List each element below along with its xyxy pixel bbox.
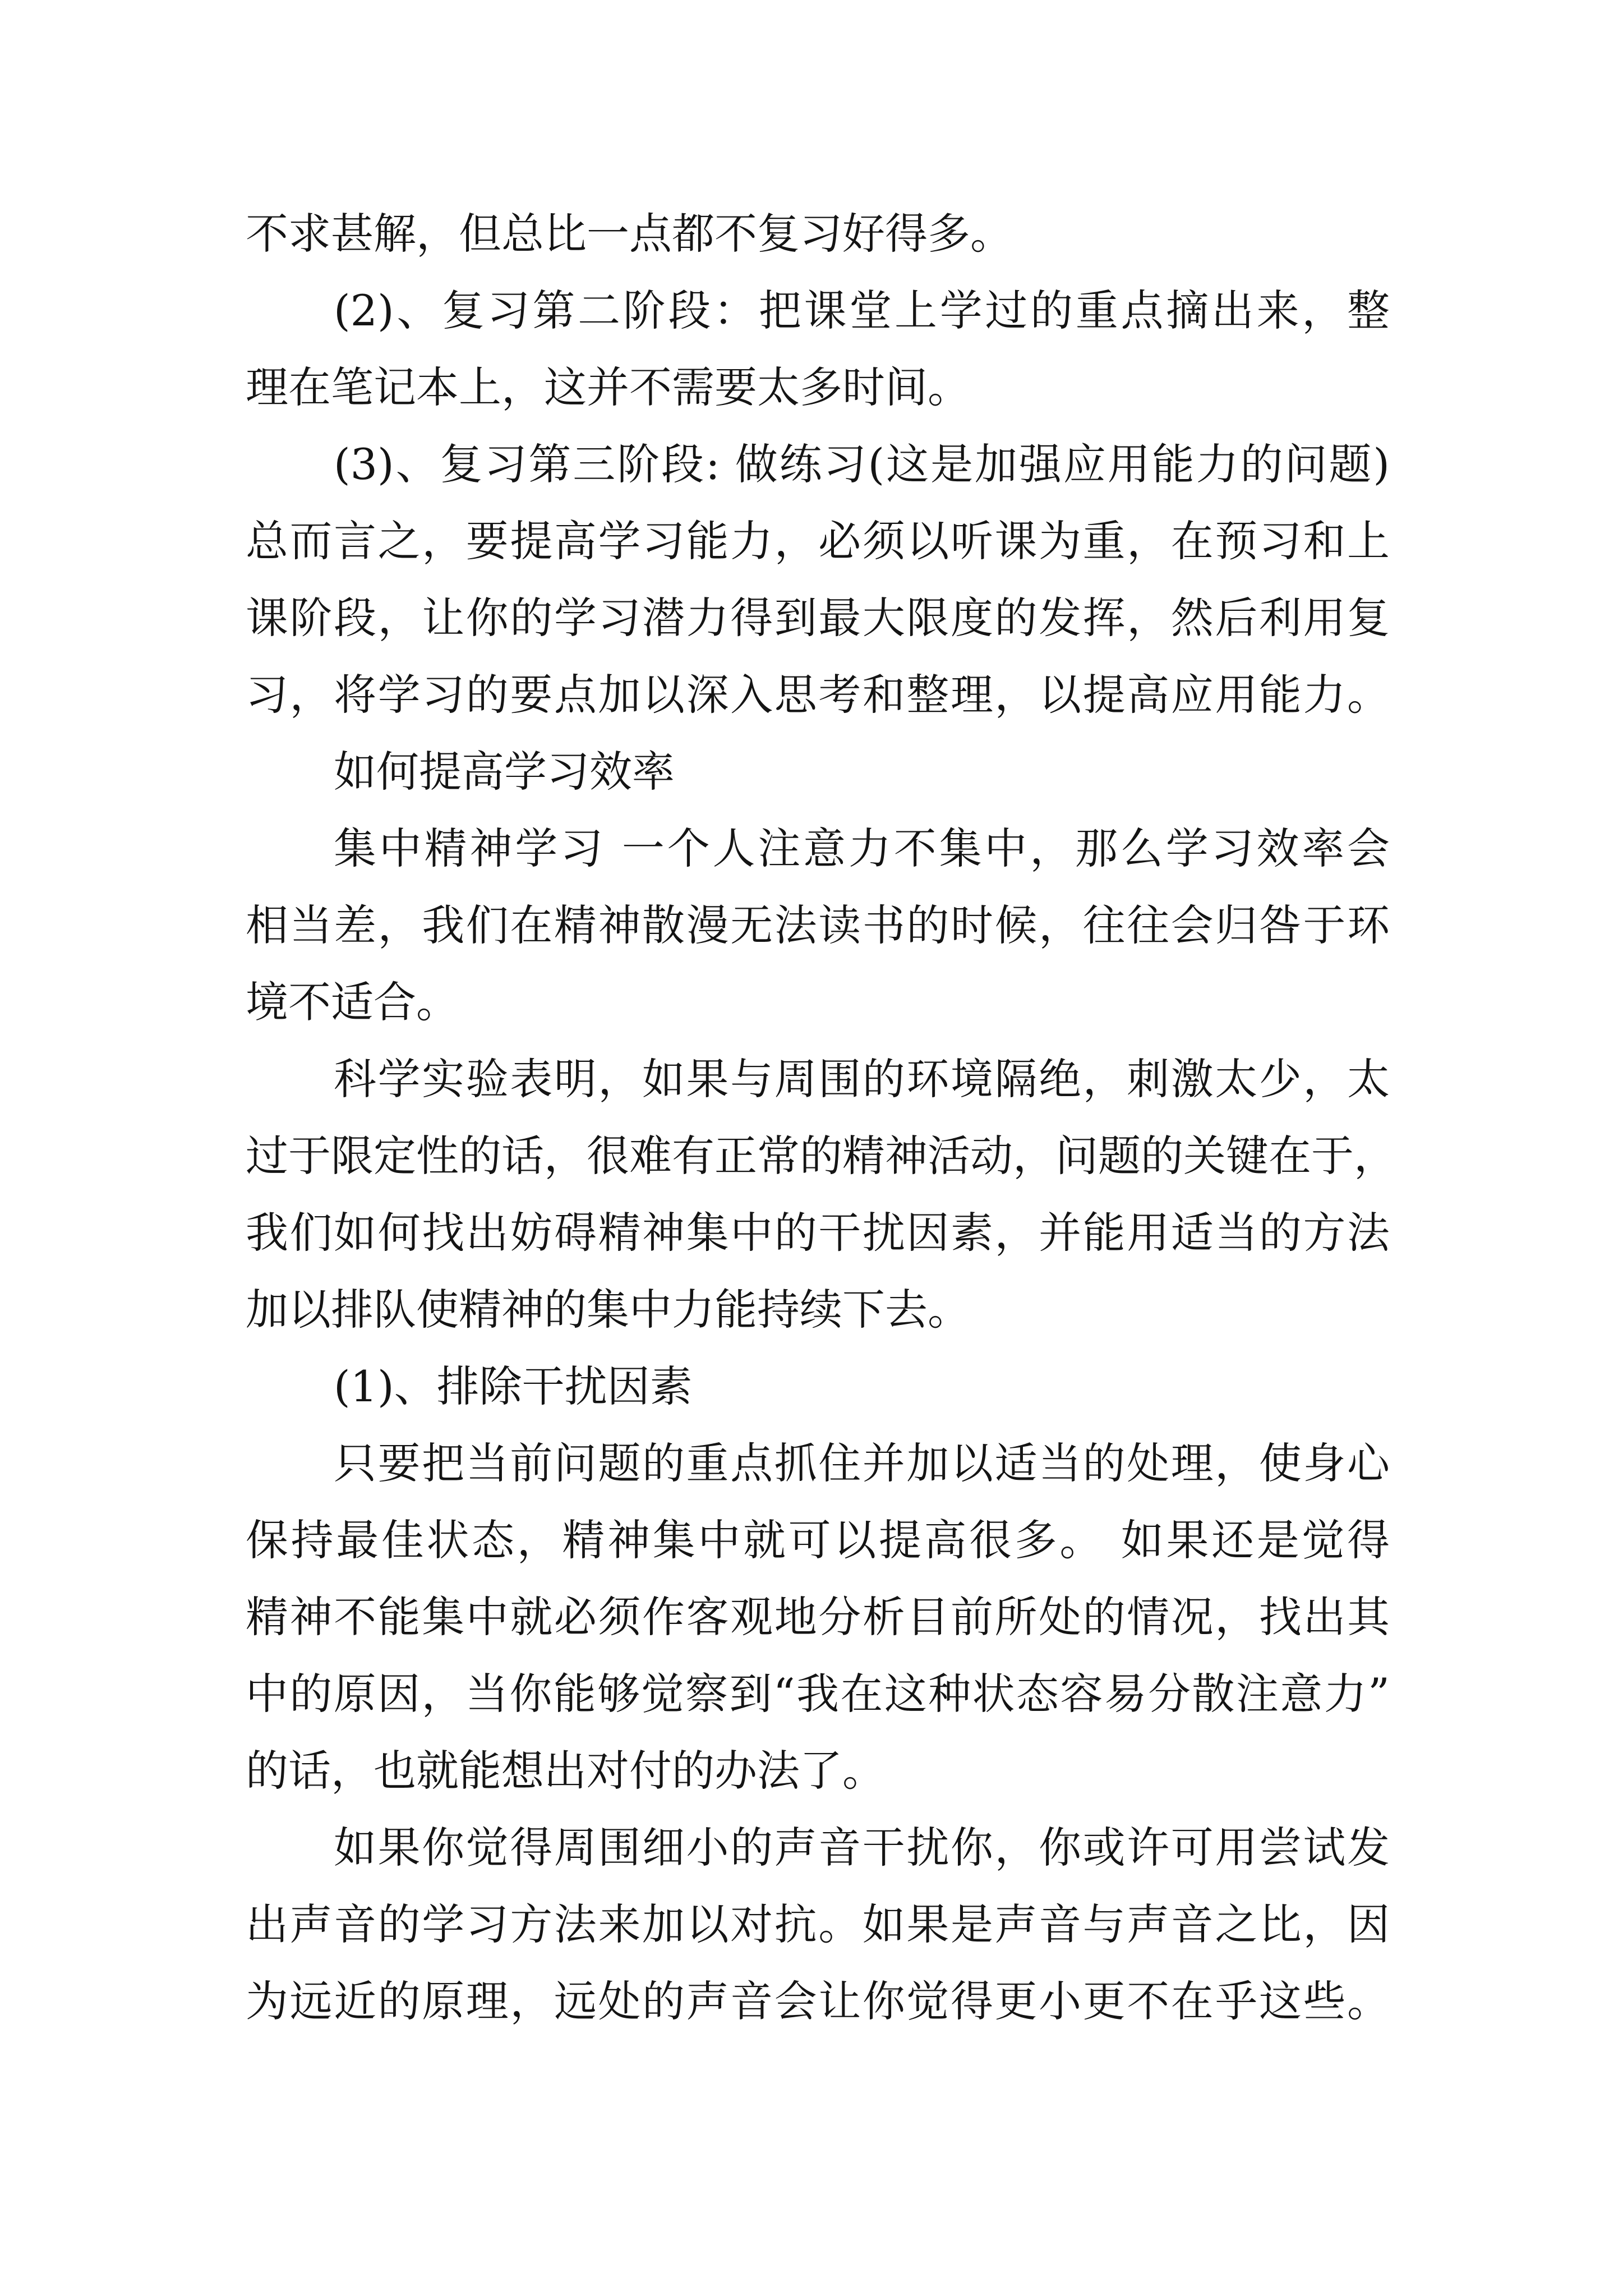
paragraph-line: 如果你觉得周围细小的声音干扰你，你或许可用尝试发 (334, 1823, 1390, 1872)
paragraph-line: 我们如何找出妨碍精神集中的干扰因素，并能用适当的方法 (246, 1208, 1390, 1258)
paragraph-line: 精神不能集中就必须作客观地分析目前所处的情况，找出其 (246, 1592, 1390, 1642)
paragraph-line: 总而言之，要提高学习能力，必须以听课为重，在预习和上 (246, 516, 1390, 566)
subsection-heading: (1)、排除干扰因素 (334, 1361, 693, 1411)
paragraph-line: 保持最佳状态，精神集中就可以提高很多。 如果还是觉得 (246, 1515, 1390, 1565)
paragraph-line: 加以排队使精神的集中力能持续下去。 (246, 1285, 970, 1335)
paragraph-line: 为远近的原理，远处的声音会让你觉得更小更不在乎这些。 (246, 1976, 1390, 2026)
paragraph-line: (2)、复习第二阶段：把课堂上学过的重点摘出来，整 (334, 286, 1390, 335)
paragraph-line: 理在笔记本上，这并不需要太多时间。 (246, 362, 970, 412)
paragraph-line: (3)、复习第三阶段: 做练习(这是加强应用能力的问题) (334, 439, 1390, 489)
paragraph-line: 集中精神学习 一个人注意力不集中，那么学习效率会 (334, 823, 1390, 873)
paragraph-line: 不求甚解，但总比一点都不复习好得多。 (246, 209, 1013, 259)
paragraph-line: 中的原因，当你能够觉察到“我在这种状态容易分散注意力” (246, 1669, 1390, 1719)
paragraph-line: 出声音的学习方法来加以对抗。如果是声音与声音之比，因 (246, 1899, 1390, 1949)
section-heading: 如何提高学习效率 (334, 747, 675, 797)
paragraph-line: 科学实验表明，如果与周围的环境隔绝，刺激太少，太 (334, 1054, 1390, 1104)
paragraph-line: 只要把当前问题的重点抓住并加以适当的处理，使身心 (334, 1438, 1390, 1488)
document-body (246, 195, 1396, 2040)
paragraph-line: 习，将学习的要点加以深入思考和整理，以提高应用能力。 (246, 670, 1390, 720)
paragraph-line: 境不适合。 (246, 977, 459, 1027)
paragraph-line: 课阶段，让你的学习潜力得到最大限度的发挥，然后利用复 (246, 593, 1390, 643)
paragraph-line: 相当差，我们在精神散漫无法读书的时候，往往会归咎于环 (246, 900, 1390, 950)
paragraph-line: 过于限定性的话，很难有正常的精神活动，问题的关键在于， (246, 1131, 1396, 1181)
paragraph-line: 的话，也就能想出对付的办法了。 (246, 1746, 885, 1796)
